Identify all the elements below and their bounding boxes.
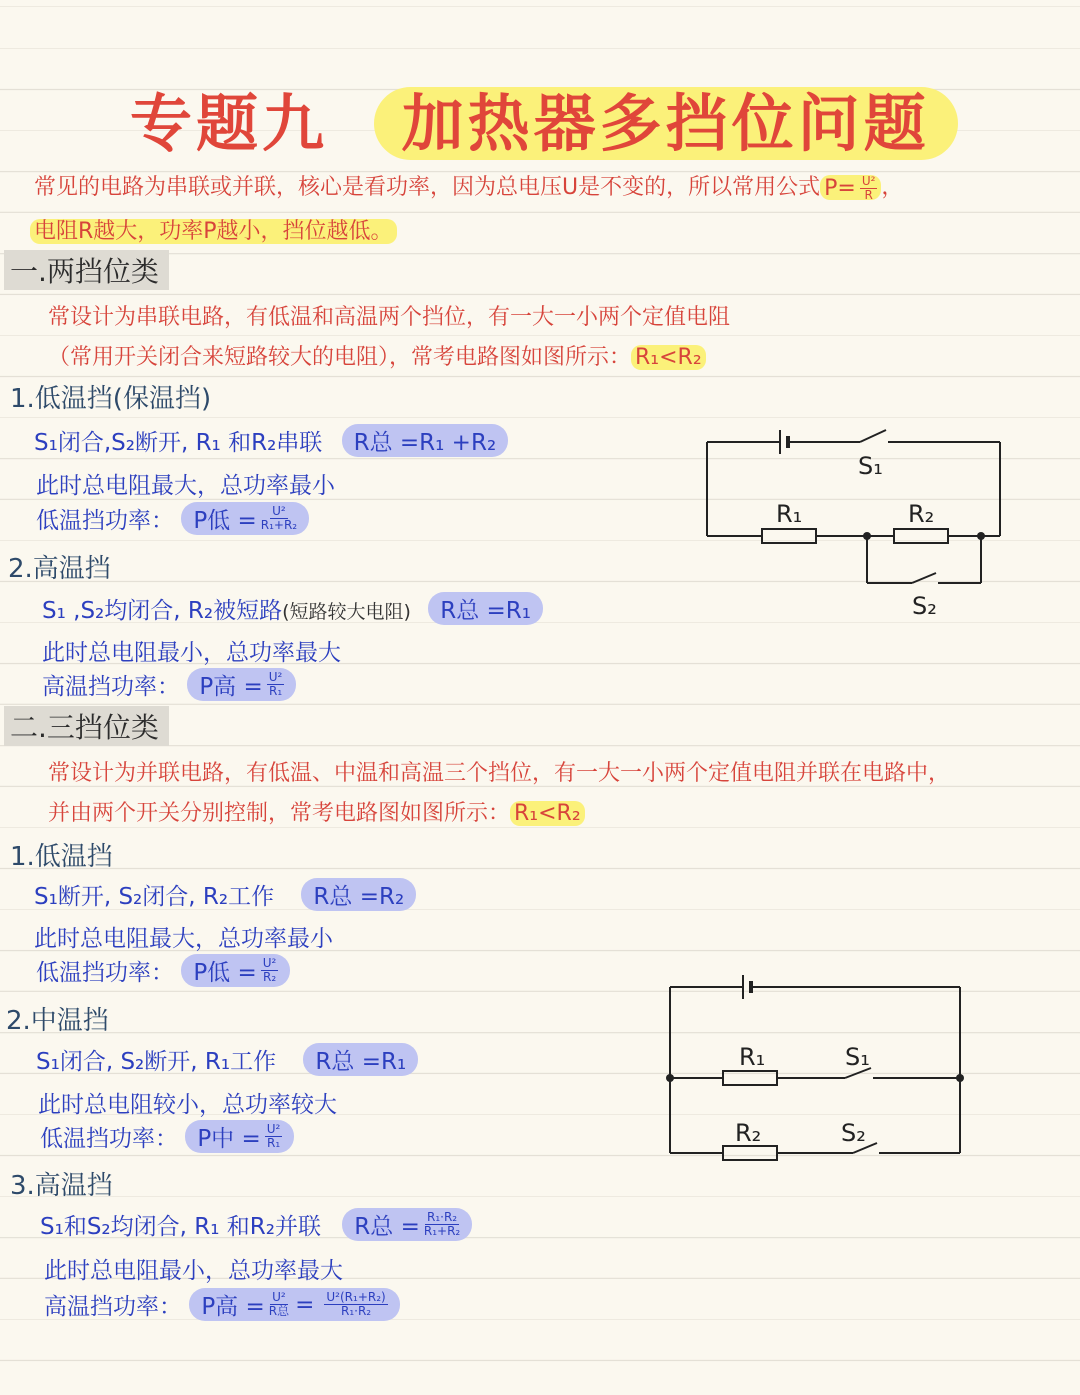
- junction-dot: [977, 532, 985, 540]
- s2-mid-line1: [36, 1043, 418, 1076]
- s1-high-p-lhs: P高 =: [199, 674, 263, 700]
- s1-high-line1: [42, 592, 543, 625]
- s1-high-p-frac: [267, 671, 285, 698]
- s2-mid-line1-text: S₁闭合, S₂断开, R₁工作: [36, 1049, 277, 1075]
- s2-high-line3-text: 高温挡功率：: [44, 1294, 182, 1320]
- s2-high-heading: 3.高温挡: [10, 1171, 113, 1201]
- s2-high-line2: 此时总电阻最小，总功率最大: [44, 1258, 343, 1284]
- intro-line1-text: 常见的电路为串联或并联，核心是看功率，因为总电压U是不变的，所以常用公式: [34, 175, 821, 200]
- intro-formula-num: U²: [861, 173, 876, 188]
- section1-desc1: 常设计为串联电路，有低温和高温两个挡位，有一大一小两个定值电阻: [48, 305, 731, 330]
- s2-high-r-lhs: R总 =: [354, 1214, 420, 1240]
- circuit1-r2-label: R₂: [908, 500, 935, 528]
- section2-desc1: 常设计为并联电路，有低温、中温和高温三个挡位，有一大一小两个定值电阻并联在电路中，: [48, 761, 951, 786]
- s2-high-line1-text: S₁和S₂均闭合, R₁ 和R₂并联: [40, 1214, 321, 1240]
- s1-high-line3-text: 高温挡功率：: [42, 674, 180, 700]
- s2-mid-p-den: R₁: [266, 1136, 281, 1150]
- page-title: [130, 74, 958, 163]
- s2-high-p-frac2: [324, 1291, 387, 1318]
- s2-low-p-den: R₂: [262, 970, 277, 984]
- s2-high-line1: [40, 1208, 472, 1241]
- s2-high-p-lhs: P高 =: [201, 1294, 265, 1320]
- s2-high-p-eq: =: [295, 1291, 315, 1318]
- s1-low-p-num: U²: [272, 504, 286, 518]
- s1-low-p-lhs: P低 =: [193, 508, 257, 534]
- section1-desc2-hl: R₁<R₂: [631, 345, 706, 370]
- s2-low-heading: 1.低温挡: [10, 842, 113, 872]
- s2-mid-heading: 2.中温挡: [6, 1006, 109, 1036]
- s2-low-line3: [36, 954, 290, 987]
- s1-high-line1-note: (短路较大电阻): [282, 601, 411, 623]
- junction-dot: [666, 1074, 674, 1082]
- section2-heading: 二.三挡位类: [4, 706, 169, 746]
- s2-mid-resistance-pill: R总 =R₁: [303, 1043, 418, 1076]
- s2-low-resistance-pill: R总 =R₂: [301, 878, 416, 911]
- s2-high-r-den: R₁+R₂: [423, 1224, 461, 1238]
- circuit2-r2-label: R₂: [735, 1119, 762, 1147]
- junction-dot: [956, 1074, 964, 1082]
- section1-desc2: [48, 340, 706, 371]
- circuit2-r1-label: R₁: [739, 1043, 766, 1071]
- s1-high-p-den: R₁: [268, 684, 283, 698]
- s2-mid-line3-text: 低温挡功率：: [40, 1126, 178, 1152]
- circuit1-r1-label: R₁: [776, 500, 803, 528]
- intro-tail: ，: [881, 175, 904, 200]
- section1-heading: 一.两挡位类: [4, 250, 169, 290]
- section2-desc2-hl: R₁<R₂: [510, 801, 585, 826]
- s2-mid-p-frac: [265, 1123, 283, 1150]
- intro-formula: [820, 175, 881, 200]
- s2-mid-line3: [40, 1120, 294, 1153]
- s1-low-line1-text: S₁闭合,S₂断开, R₁ 和R₂串联: [34, 430, 323, 456]
- s2-high-r-num: R₁·R₂: [426, 1210, 458, 1224]
- series-circuit-diagram: [690, 420, 1020, 620]
- s2-high-r-frac: [424, 1211, 460, 1238]
- s2-mid-line2: 此时总电阻较小，总功率较大: [38, 1092, 337, 1118]
- s1-low-p-frac: [261, 505, 297, 532]
- intro-formula-frac: [860, 175, 878, 202]
- s1-high-heading: 2.高温挡: [8, 554, 111, 584]
- circuit2-s1-label: S₁: [845, 1043, 870, 1071]
- section2-desc2: [48, 796, 585, 827]
- s1-low-line2: 此时总电阻最大，总功率最小: [36, 473, 335, 499]
- intro-line2: [30, 214, 397, 245]
- s2-high-p-den2: R₁·R₂: [340, 1304, 372, 1318]
- section2-desc2-text: 并由两个开关分别控制，常考电路图如图所示：: [48, 801, 511, 826]
- s2-high-resistance-pill: [342, 1208, 472, 1241]
- s2-high-p-frac1: [269, 1291, 289, 1318]
- intro-formula-den: R: [864, 187, 873, 202]
- s2-high-p-den: R总: [268, 1304, 290, 1318]
- s1-high-power-pill: [187, 668, 296, 701]
- s2-low-p-frac: [261, 957, 279, 984]
- s2-high-p-num2: U²(R₁+R₂): [326, 1290, 386, 1304]
- s2-mid-p-num: U²: [266, 1122, 281, 1136]
- intro-line1: [34, 170, 903, 202]
- s2-low-line1-text: S₁断开, S₂闭合, R₂工作: [34, 884, 275, 910]
- intro-line2-text: 电阻R越大，功率P越小，挡位越低。: [30, 219, 397, 244]
- s2-mid-power-pill: [185, 1120, 294, 1153]
- s1-high-line1-text: S₁ ,S₂均闭合, R₂被短路: [42, 598, 283, 624]
- junction-dot: [863, 532, 871, 540]
- parallel-circuit-diagram: [655, 965, 985, 1170]
- circuit2-s2-label: S₂: [841, 1119, 866, 1147]
- s2-low-line3-text: 低温挡功率：: [36, 960, 174, 986]
- circuit1-s2-label: S₂: [912, 592, 937, 620]
- s2-low-power-pill: [181, 954, 290, 987]
- s1-high-line2: 此时总电阻最小，总功率最大: [42, 640, 341, 666]
- s1-low-line3: [36, 502, 309, 535]
- title-part2: 加热器多挡位问题: [374, 87, 958, 160]
- s1-low-resistance-pill: R总 =R₁ +R₂: [342, 424, 509, 457]
- s2-high-line3: [44, 1288, 400, 1321]
- intro-formula-lhs: P=: [824, 175, 856, 201]
- s2-low-p-num: U²: [262, 956, 277, 970]
- s2-mid-p-lhs: P中 =: [197, 1126, 261, 1152]
- s1-low-heading: 1.低温挡(保温挡): [10, 384, 212, 414]
- s1-low-line3-text: 低温挡功率：: [36, 508, 174, 534]
- section1-desc2-text: （常用开关闭合来短路较大的电阻），常考电路图如图所示：: [48, 345, 632, 370]
- s2-high-p-num: U²: [272, 1290, 286, 1304]
- s2-low-line1: [34, 878, 416, 911]
- s1-high-line3: [42, 668, 296, 701]
- title-part1: 专题九: [130, 87, 329, 160]
- s2-low-p-lhs: P低 =: [193, 960, 257, 986]
- s1-low-line1: [34, 424, 508, 457]
- s1-high-p-num: U²: [268, 670, 283, 684]
- circuit1-s1-label: S₁: [858, 452, 883, 480]
- s2-high-power-pill: [189, 1288, 399, 1321]
- s1-low-power-pill: [181, 502, 309, 535]
- s2-low-line2: 此时总电阻最大，总功率最小: [34, 926, 333, 952]
- s1-low-p-den: R₁+R₂: [260, 518, 298, 532]
- s1-high-resistance-pill: R总 =R₁: [428, 592, 543, 625]
